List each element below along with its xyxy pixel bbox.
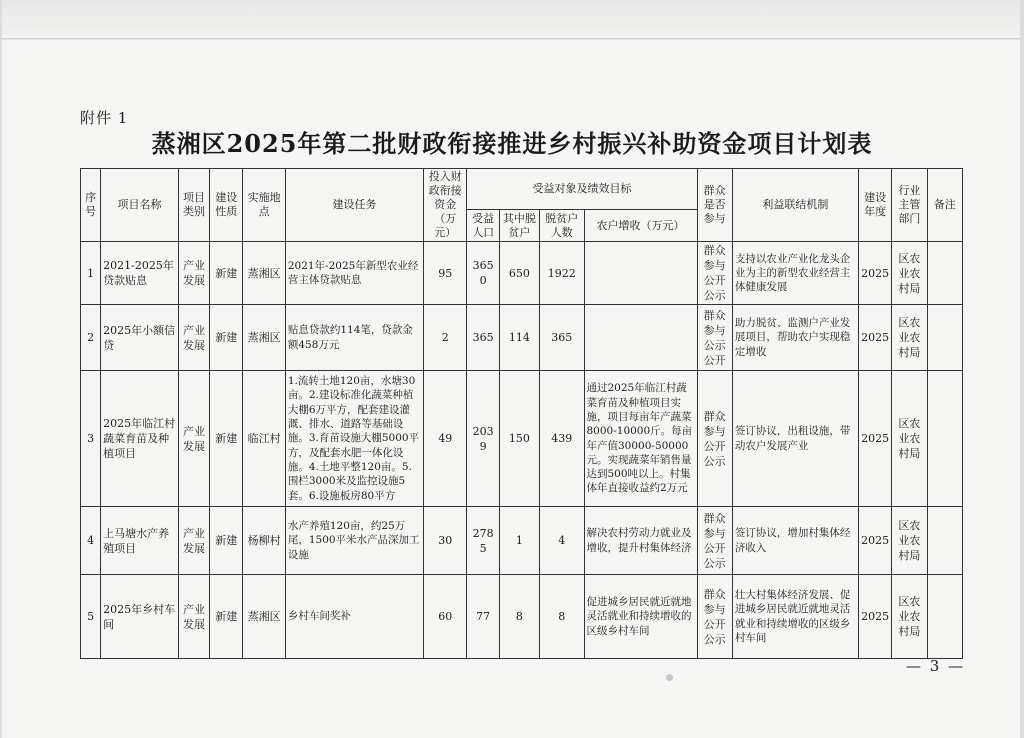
header-invest: 投入财政衔接资金（万元） (424, 169, 467, 242)
cell-dept: 区农业农村局 (892, 575, 927, 659)
cell-name: 2021-2025年贷款贴息 (101, 242, 179, 305)
cell-location: 临江村 (243, 371, 285, 507)
table-row (81, 242, 963, 305)
cell-note (927, 507, 962, 575)
cell-location: 杨柳村 (243, 507, 285, 575)
cell-name: 2025年乡村车间 (101, 575, 179, 659)
header-year: 建设年度 (858, 169, 891, 242)
project-plan-table (80, 168, 963, 659)
header-benefit-pop: 受益人口 (467, 210, 499, 242)
cell-task: 乡村车间奖补 (285, 575, 423, 659)
cell-year: 2025 (858, 242, 891, 305)
cell-public: 群众参与公开公示 (697, 371, 732, 507)
cell-poverty-count: 4 (540, 507, 584, 575)
cell-public: 群众参与公开公示 (697, 242, 732, 305)
header-income: 农户增收（万元） (584, 210, 697, 242)
cell-year: 2025 (858, 575, 891, 659)
header-task: 建设任务 (285, 169, 423, 242)
cell-public: 群众参与公示公开 (697, 305, 732, 371)
scan-fold-line (2, 38, 1020, 40)
cell-category: 产业发展 (178, 305, 209, 371)
page-number: — 3 — (906, 657, 966, 675)
cell-no: 1 (81, 242, 101, 305)
cell-dept: 区农业农村局 (892, 242, 927, 305)
cell-invest: 95 (424, 242, 467, 305)
scan-top-band (2, 0, 1020, 36)
cell-mechanism: 助力脱贫、监测户产业发展项目，帮助农户实现稳定增收 (732, 305, 858, 371)
cell-invest: 30 (424, 507, 467, 575)
cell-poverty-count: 1922 (540, 242, 584, 305)
cell-name: 2025年临江村蔬菜育苗及种植项目 (101, 371, 179, 507)
cell-poverty-of: 1 (499, 507, 539, 575)
header-location: 实施地点 (243, 169, 285, 242)
cell-note (927, 575, 962, 659)
document-page (2, 0, 1020, 738)
cell-no: 5 (81, 575, 101, 659)
cell-invest: 2 (424, 305, 467, 371)
cell-invest: 60 (424, 575, 467, 659)
cell-poverty-of: 150 (499, 371, 539, 507)
cell-location: 蒸湘区 (243, 305, 285, 371)
cell-no: 2 (81, 305, 101, 371)
scan-speck (666, 674, 673, 681)
cell-year: 2025 (858, 507, 891, 575)
cell-poverty-of: 114 (499, 305, 539, 371)
header-name: 项目名称 (101, 169, 179, 242)
cell-mechanism: 支持以农业产业化龙头企业为主的新型农业经营主体健康发展 (732, 242, 858, 305)
header-dept: 行业主管部门 (892, 169, 927, 242)
cell-dept: 区农业农村局 (892, 371, 927, 507)
cell-invest: 49 (424, 371, 467, 507)
table-row (81, 575, 963, 659)
cell-benefit-pop: 77 (467, 575, 499, 659)
cell-income (584, 242, 697, 305)
cell-category: 产业发展 (178, 507, 209, 575)
cell-income: 促进城乡居民就近就地灵活就业和持续增收的区级乡村车间 (584, 575, 697, 659)
cell-nature: 新建 (210, 305, 243, 371)
cell-benefit-pop: 2039 (467, 371, 499, 507)
cell-public: 群众参与公开公示 (697, 507, 732, 575)
cell-category: 产业发展 (178, 575, 209, 659)
header-poverty-of: 其中脱贫户 (499, 210, 539, 242)
cell-note (927, 371, 962, 507)
cell-benefit-pop: 3650 (467, 242, 499, 305)
cell-mechanism: 签订协议，增加村集体经济收入 (732, 507, 858, 575)
cell-task: 2021年-2025年新型农业经营主体贷款贴息 (285, 242, 423, 305)
cell-category: 产业发展 (178, 371, 209, 507)
attachment-label: 附件 1 (80, 109, 129, 127)
cell-name: 2025年小额信贷 (101, 305, 179, 371)
cell-dept: 区农业农村局 (892, 305, 927, 371)
header-public: 群众是否参与 (697, 169, 732, 242)
cell-public: 群众参与公开公示 (697, 575, 732, 659)
cell-poverty-count: 365 (540, 305, 584, 371)
cell-no: 3 (81, 371, 101, 507)
cell-nature: 新建 (210, 371, 243, 507)
cell-nature: 新建 (210, 575, 243, 659)
cell-mechanism: 签订协议，出租设施，带动农户发展产业 (732, 371, 858, 507)
cell-task: 贴息贷款约114笔，贷款金额458万元 (285, 305, 423, 371)
cell-poverty-of: 650 (499, 242, 539, 305)
header-no: 序号 (81, 169, 101, 242)
document-title: 蒸湘区2025年第二批财政衔接推进乡村振兴补助资金项目计划表 (151, 129, 873, 158)
cell-poverty-of: 8 (499, 575, 539, 659)
cell-nature: 新建 (210, 507, 243, 575)
cell-location: 蒸湘区 (243, 575, 285, 659)
cell-dept: 区农业农村局 (892, 507, 927, 575)
cell-year: 2025 (858, 371, 891, 507)
cell-note (927, 305, 962, 371)
cell-benefit-pop: 2785 (467, 507, 499, 575)
cell-no: 4 (81, 507, 101, 575)
cell-category: 产业发展 (178, 242, 209, 305)
header-mechanism: 利益联结机制 (732, 169, 858, 242)
cell-income (584, 305, 697, 371)
cell-year: 2025 (858, 305, 891, 371)
table-row (81, 507, 963, 575)
table-row (81, 371, 963, 507)
cell-name: 上马塘水产养殖项目 (101, 507, 179, 575)
cell-income: 解决农村劳动力就业及增收，提升村集体经济 (584, 507, 697, 575)
table-row (81, 305, 963, 371)
cell-benefit-pop: 365 (467, 305, 499, 371)
cell-mechanism: 壮大村集体经济发展、促进城乡居民就近就地灵活就业和持续增收的区级乡村车间 (732, 575, 858, 659)
cell-poverty-count: 8 (540, 575, 584, 659)
cell-income: 通过2025年临江村蔬菜育苗及种植项目实施，项目每亩年产蔬菜8000-10000斤。每亩年产值30000-50000元。实现蔬菜年销售量达到500吨以上。村集体年直接收益约2万元 (584, 371, 697, 507)
header-category: 项目类别 (178, 169, 209, 242)
cell-poverty-count: 439 (540, 371, 584, 507)
cell-task: 1.流转土地120亩，水塘30亩。2.建设标准化蔬菜种植大棚6万平方，配套建设灌溉、排水、道路等基础设施。3.育苗设施大棚5000平方，及配套水肥一体化设施。4.土地平整120亩。5.围栏3000米及监控设施5套。6.设施板房80平方 (285, 371, 423, 507)
header-note: 备注 (927, 169, 962, 242)
header-nature: 建设性质 (210, 169, 243, 242)
cell-location: 蒸湘区 (243, 242, 285, 305)
cell-nature: 新建 (210, 242, 243, 305)
header-beneficiary-group: 受益对象及绩效目标 (467, 169, 697, 210)
header-poverty-count: 脱贫户人数 (540, 210, 584, 242)
cell-note (927, 242, 962, 305)
cell-task: 水产养殖120亩，约25万尾，1500平米水产品深加工设施 (285, 507, 423, 575)
